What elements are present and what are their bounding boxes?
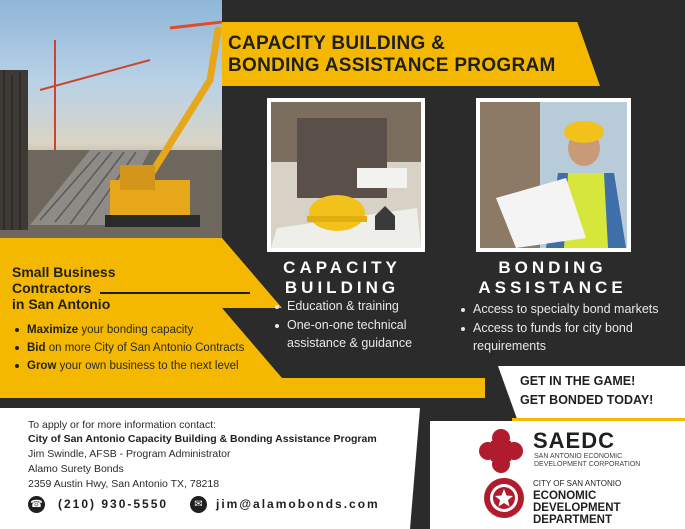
- saedc-subtitle-line-2: DEVELOPMENT CORPORATION: [534, 461, 641, 468]
- intro-bullet: [15, 360, 239, 372]
- intro-heading: [12, 264, 182, 312]
- contact-address: 2359 Austin Hwy, San Antonio TX, 78218: [28, 478, 220, 490]
- cta-text: [520, 372, 680, 410]
- city-line-1: CITY OF SAN ANTONIO: [533, 479, 622, 488]
- city-seal-icon: [483, 477, 525, 524]
- bullet-icon: [15, 328, 19, 332]
- construction-site-photo: [0, 0, 222, 238]
- intro-heading-line-1: Small Business: [12, 264, 116, 280]
- title-line-2: BONDING ASSISTANCE PROGRAM: [228, 55, 556, 76]
- saedc-subtitle-line-1: SAN ANTONIO ECONOMIC: [534, 453, 623, 460]
- capacity-heading-line-2: BUILDING: [284, 278, 400, 297]
- phone-link[interactable]: (210) 930-5550: [58, 497, 169, 511]
- cta-line-1: GET IN THE GAME!: [520, 374, 636, 388]
- saedc-subtitle: [534, 453, 640, 469]
- bullet-text: your own business to the next level: [56, 360, 239, 372]
- bonding-heading-line-1: BONDING: [498, 258, 607, 277]
- bullet-icon: [15, 346, 19, 350]
- page-title: [228, 33, 608, 77]
- contact-company: Alamo Surety Bonds: [28, 463, 124, 475]
- contact-admin: Jim Swindle, AFSB - Program Administrator: [28, 448, 231, 460]
- contact-intro: To apply or for more information contact:: [28, 419, 216, 431]
- email-link[interactable]: jim@alamobonds.com: [216, 497, 380, 511]
- capacity-list: [273, 298, 453, 353]
- saedc-name: SAEDC: [533, 428, 616, 453]
- capacity-heading: [262, 258, 422, 298]
- mail-icon: ✉: [190, 496, 207, 513]
- city-department-name: [533, 478, 685, 526]
- list-item: Access to specialty bond markets: [459, 301, 679, 319]
- title-line-1: CAPACITY BUILDING &: [228, 33, 446, 54]
- list-item-continued: assistance & guidance: [287, 336, 413, 350]
- intro-divider: [100, 292, 250, 294]
- list-item: One-on-one technical: [273, 317, 453, 335]
- list-item: Access to funds for city bond: [459, 320, 679, 338]
- capacity-heading-line-1: CAPACITY: [283, 258, 401, 277]
- bullet-bold: Bid: [27, 342, 46, 354]
- intro-bullet: [15, 324, 193, 336]
- bonding-heading-line-2: ASSISTANCE: [478, 278, 627, 297]
- intro-heading-line-2: Contractors: [12, 280, 92, 296]
- list-item-continued: requirements: [473, 339, 546, 353]
- contact-program: [28, 432, 377, 446]
- bullet-icon: [15, 364, 19, 368]
- phone-icon: ☎: [28, 496, 45, 513]
- cta-line-2: GET BONDED TODAY!: [520, 393, 654, 407]
- intro-heading-line-3: in San Antonio: [12, 296, 111, 312]
- contact-program-name: City of San Antonio Capacity Building & Bonding Assistance Program: [28, 433, 377, 445]
- list-item: Education & training: [273, 298, 453, 316]
- bullet-text: your bonding capacity: [78, 324, 194, 336]
- intro-bullet: [15, 342, 244, 354]
- bonding-heading: [470, 258, 635, 298]
- bonding-list: [459, 301, 679, 356]
- city-line-2: ECONOMIC DEVELOPMENT: [533, 490, 621, 514]
- bullet-bold: Maximize: [27, 324, 79, 336]
- bonding-assistance-photo: [476, 98, 631, 252]
- bullet-bold: Grow: [27, 360, 57, 372]
- bullet-text: on more City of San Antonio Contracts: [45, 342, 245, 354]
- city-line-3: DEPARTMENT: [533, 514, 613, 526]
- saedc-logo-icon: [478, 428, 524, 479]
- capacity-building-photo: [267, 98, 425, 252]
